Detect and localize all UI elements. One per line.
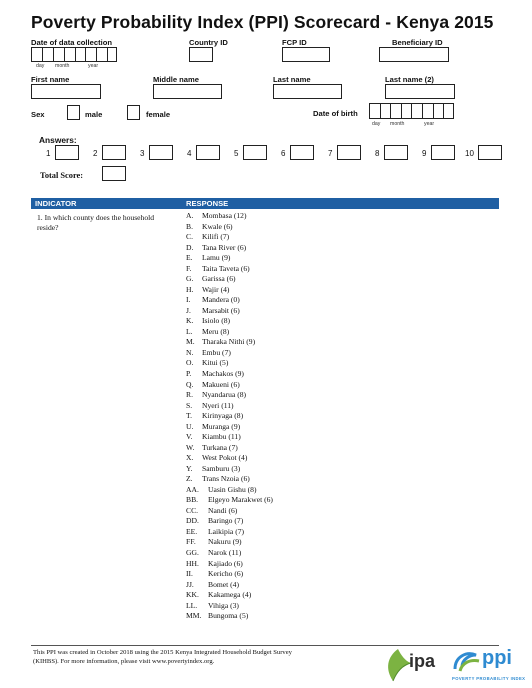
response-letter: HH. bbox=[186, 558, 199, 568]
fcp-id-label: FCP ID bbox=[282, 38, 307, 47]
response-text: Kericho (6) bbox=[208, 569, 244, 579]
response-option bbox=[186, 464, 273, 475]
response-text: Mandera (0) bbox=[202, 295, 240, 305]
response-option bbox=[186, 411, 273, 422]
response-letter: JJ. bbox=[186, 579, 194, 589]
response-text: Nandi (6) bbox=[208, 505, 238, 515]
response-option bbox=[186, 211, 273, 222]
response-text: Embu (7) bbox=[202, 347, 231, 357]
response-option bbox=[186, 337, 273, 348]
response-text: Elgeyo Marakwet (6) bbox=[208, 495, 273, 505]
dob-label: Date of birth bbox=[313, 109, 358, 118]
response-text: Kiambu (11) bbox=[202, 432, 241, 442]
dob-month-hint: month bbox=[390, 121, 405, 127]
response-text: Nyeri (11) bbox=[202, 400, 234, 410]
response-letter: Q. bbox=[186, 379, 194, 389]
response-letter: C. bbox=[186, 232, 193, 242]
response-letter: LL. bbox=[186, 600, 198, 610]
response-text: Narok (11) bbox=[208, 548, 242, 557]
response-option bbox=[186, 358, 273, 369]
response-letter: H. bbox=[186, 284, 194, 294]
response-option bbox=[186, 537, 273, 548]
sex-label: Sex bbox=[31, 110, 45, 119]
answer-box-8[interactable] bbox=[384, 145, 408, 160]
response-option bbox=[186, 527, 273, 538]
last-name-2-label: Last name (2) bbox=[385, 75, 434, 84]
response-text: Muranga (9) bbox=[202, 421, 241, 431]
response-option bbox=[186, 559, 273, 570]
response-text: Laikipia (7) bbox=[208, 526, 245, 536]
beneficiary-id-field[interactable] bbox=[379, 47, 449, 62]
response-letter: BB. bbox=[186, 495, 199, 505]
date-year-hint: year bbox=[88, 63, 99, 69]
indicator-column-header: INDICATOR bbox=[35, 199, 77, 208]
ipa-logo bbox=[383, 645, 449, 685]
response-letter: R. bbox=[186, 390, 193, 400]
dob-day-hint: day bbox=[372, 121, 381, 127]
response-option bbox=[186, 253, 273, 264]
date-day-hint: day bbox=[36, 63, 45, 69]
response-letter: J. bbox=[186, 305, 191, 315]
response-option bbox=[186, 601, 273, 612]
response-text: Samburu (3) bbox=[202, 463, 241, 473]
response-option bbox=[186, 422, 273, 433]
date-month-hint: month bbox=[55, 63, 70, 69]
response-option bbox=[186, 348, 273, 359]
response-letter: MM. bbox=[186, 611, 202, 621]
male-label: male bbox=[85, 110, 103, 119]
question-text: 1. In which county does the household reside? bbox=[37, 213, 155, 232]
response-letter: Z. bbox=[186, 474, 193, 484]
ppi-wordmark: ppi bbox=[482, 647, 512, 669]
female-checkbox[interactable] bbox=[127, 105, 140, 120]
response-option bbox=[186, 569, 273, 580]
response-text: Machakos (9) bbox=[202, 368, 244, 378]
response-text: Kitui (5) bbox=[202, 358, 229, 368]
response-text: Nyandarua (8) bbox=[202, 390, 247, 400]
response-letter: W. bbox=[186, 442, 195, 452]
answer-box-1[interactable] bbox=[55, 145, 79, 160]
response-option bbox=[186, 401, 273, 412]
response-option bbox=[186, 222, 273, 233]
response-option bbox=[186, 516, 273, 527]
response-letter: F. bbox=[186, 263, 192, 273]
answer-box-3[interactable] bbox=[149, 145, 173, 160]
first-name-label: First name bbox=[31, 75, 70, 84]
response-option bbox=[186, 485, 273, 496]
response-letter: II. bbox=[186, 569, 193, 579]
response-letter: FF. bbox=[186, 537, 196, 547]
date-collection-field[interactable] bbox=[31, 47, 117, 62]
response-letter: X. bbox=[186, 453, 194, 463]
last-name-label: Last name bbox=[273, 75, 311, 84]
response-letter: L. bbox=[186, 326, 193, 336]
response-option bbox=[186, 495, 273, 506]
response-option bbox=[186, 316, 273, 327]
response-letter: KK. bbox=[186, 590, 199, 600]
total-score-label: Total Score: bbox=[40, 171, 84, 180]
response-option bbox=[186, 232, 273, 243]
response-text: Nakuru (9) bbox=[208, 537, 242, 547]
response-option bbox=[186, 306, 273, 317]
answer-box-6[interactable] bbox=[290, 145, 314, 160]
response-letter: D. bbox=[186, 242, 194, 252]
response-column-header: RESPONSE bbox=[186, 199, 229, 208]
answers-label: Answers: bbox=[39, 135, 77, 145]
response-text: Wajir (4) bbox=[202, 284, 230, 294]
response-option bbox=[186, 327, 273, 338]
answer-number: 5 bbox=[234, 149, 239, 158]
response-letter: GG. bbox=[186, 548, 199, 557]
response-option bbox=[186, 611, 273, 622]
response-text: Kajiado (6) bbox=[208, 558, 243, 568]
response-text: Kwale (6) bbox=[202, 221, 233, 231]
response-text: Kirinyaga (8) bbox=[202, 411, 244, 421]
answer-box-5[interactable] bbox=[243, 145, 267, 160]
response-letter: E. bbox=[186, 253, 193, 263]
response-text: Garissa (6) bbox=[202, 274, 236, 284]
response-letter: O. bbox=[186, 358, 194, 368]
response-letter: S. bbox=[186, 400, 193, 410]
response-option bbox=[186, 380, 273, 391]
dob-year-hint: year bbox=[424, 121, 435, 127]
answer-number: 8 bbox=[375, 149, 380, 158]
response-text: Meru (8) bbox=[202, 326, 230, 336]
response-letter: P. bbox=[186, 368, 192, 378]
response-letter: CC. bbox=[186, 505, 199, 515]
answer-box-4[interactable] bbox=[196, 145, 220, 160]
response-text: Trans Nzoia (6) bbox=[202, 474, 250, 484]
response-list bbox=[186, 211, 273, 622]
response-option bbox=[186, 432, 273, 443]
response-option bbox=[186, 264, 273, 275]
response-letter: EE. bbox=[186, 526, 198, 536]
response-text: West Pokot (4) bbox=[202, 453, 248, 463]
fcp-id-field[interactable] bbox=[282, 47, 330, 62]
female-label: female bbox=[146, 110, 171, 119]
response-letter: N. bbox=[186, 347, 194, 357]
response-option bbox=[186, 590, 273, 601]
male-checkbox[interactable] bbox=[67, 105, 80, 120]
response-option bbox=[186, 506, 273, 517]
answer-number: 2 bbox=[93, 149, 98, 158]
response-text: Lamu (9) bbox=[202, 253, 231, 263]
middle-name-field[interactable] bbox=[153, 84, 222, 99]
answer-box-2[interactable] bbox=[102, 145, 126, 160]
response-letter: Y. bbox=[186, 463, 193, 473]
response-letter: T. bbox=[186, 411, 192, 421]
response-text: Isiolo (8) bbox=[202, 316, 231, 326]
response-letter: U. bbox=[186, 421, 194, 431]
response-text: Baringo (7) bbox=[208, 516, 244, 526]
response-option bbox=[186, 274, 273, 285]
answer-number: 7 bbox=[328, 149, 333, 158]
beneficiary-id-label: Beneficiary ID bbox=[392, 38, 443, 47]
answer-box-7[interactable] bbox=[337, 145, 361, 160]
response-text: Kakamega (4) bbox=[208, 590, 252, 600]
response-text: Turkana (7) bbox=[202, 442, 238, 452]
table-header bbox=[31, 198, 499, 209]
ppi-swirl-icon bbox=[452, 649, 482, 675]
answer-number: 4 bbox=[187, 149, 192, 158]
response-option bbox=[186, 390, 273, 401]
footer-note: This PPI was created in October 2018 using the 2015 Kenya Integrated Household Budget Survey (KIHBS). For more information, please visit www.povertyindex.org. bbox=[33, 649, 292, 665]
page-title: Poverty Probability Index (PPI) Scorecard - Kenya 2015 bbox=[31, 12, 494, 32]
response-text: Kilifi (7) bbox=[202, 232, 230, 242]
response-option bbox=[186, 285, 273, 296]
response-option bbox=[186, 548, 273, 559]
dob-field[interactable] bbox=[369, 103, 454, 119]
ppi-tagline: POVERTY PROBABILITY INDEX bbox=[452, 676, 526, 681]
response-letter: I. bbox=[186, 295, 191, 305]
last-name-field[interactable] bbox=[273, 84, 342, 99]
middle-name-label: Middle name bbox=[153, 75, 199, 84]
response-option bbox=[186, 243, 273, 254]
response-option bbox=[186, 369, 273, 380]
date-collection-label: Date of data collection bbox=[31, 38, 113, 47]
response-letter: K. bbox=[186, 316, 194, 326]
ipa-wordmark: ipa bbox=[409, 651, 436, 671]
answer-box-10[interactable] bbox=[478, 145, 502, 160]
response-option bbox=[186, 474, 273, 485]
response-text: Bomet (4) bbox=[208, 579, 240, 589]
response-text: Tana River (6) bbox=[202, 242, 247, 252]
response-text: Marsabit (6) bbox=[202, 305, 240, 315]
response-option bbox=[186, 443, 273, 454]
response-text: Uasin Gishu (8) bbox=[208, 484, 257, 494]
answer-number: 6 bbox=[281, 149, 286, 158]
response-option bbox=[186, 580, 273, 591]
response-text: Vihiga (3) bbox=[208, 600, 239, 610]
response-text: Makueni (6) bbox=[202, 379, 240, 389]
answer-box-9[interactable] bbox=[431, 145, 455, 160]
response-letter: M. bbox=[186, 337, 195, 347]
answer-number: 3 bbox=[140, 149, 145, 158]
response-option bbox=[186, 295, 273, 306]
response-letter: G. bbox=[186, 274, 194, 284]
answer-number: 10 bbox=[465, 149, 474, 158]
response-letter: A. bbox=[186, 211, 194, 220]
response-letter: V. bbox=[186, 432, 193, 442]
response-text: Tharaka Nithi (9) bbox=[202, 337, 256, 347]
response-text: Mombasa (12) bbox=[202, 211, 247, 220]
ppi-logo bbox=[450, 645, 526, 685]
response-option bbox=[186, 453, 273, 464]
response-text: Taita Taveta (6) bbox=[202, 263, 250, 273]
response-letter: AA. bbox=[186, 484, 199, 494]
total-score-field[interactable] bbox=[102, 166, 126, 181]
response-letter: DD. bbox=[186, 516, 199, 526]
response-letter: B. bbox=[186, 221, 193, 231]
last-name-2-field[interactable] bbox=[385, 84, 455, 99]
answer-number: 1 bbox=[46, 149, 51, 158]
response-text: Bungoma (5) bbox=[208, 611, 249, 621]
country-id-field[interactable] bbox=[189, 47, 213, 62]
first-name-field[interactable] bbox=[31, 84, 101, 99]
country-id-label: Country ID bbox=[189, 38, 228, 47]
answer-number: 9 bbox=[422, 149, 427, 158]
